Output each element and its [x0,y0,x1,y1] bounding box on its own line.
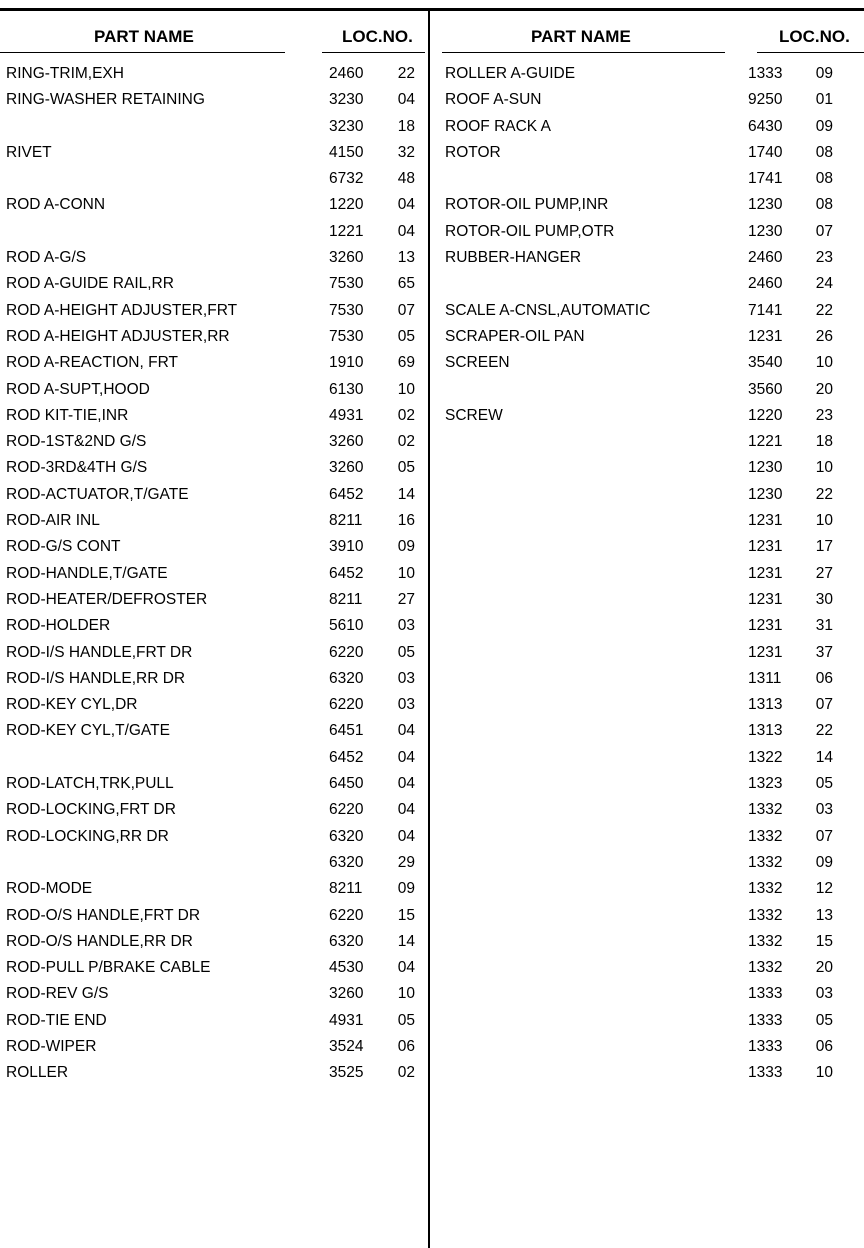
table-row [445,274,861,300]
loc-sub-number: 18 [397,117,415,135]
loc-number: 1230 [748,459,783,477]
loc-sub-number: 02 [397,406,415,424]
table-row [6,90,424,116]
table-row [6,485,424,511]
table-row [445,143,861,169]
table-row [6,827,424,853]
loc-sub-number: 03 [397,617,415,635]
table-row [445,958,861,984]
loc-number: 1740 [748,143,783,161]
loc-number: 1231 [748,564,783,582]
loc-sub-number: 03 [397,696,415,714]
table-row [445,458,861,484]
loc-number: 8211 [329,590,363,608]
loc-number: 3260 [329,985,364,1003]
part-name: ROD-PULL P/BRAKE CABLE [6,959,211,977]
left-part-name-header: PART NAME [94,27,194,46]
loc-sub-number: 69 [397,354,415,372]
loc-sub-number: 04 [397,222,415,240]
table-row [6,1011,424,1037]
loc-sub-number: 06 [815,669,833,687]
loc-sub-number: 48 [397,170,415,188]
loc-sub-number: 26 [815,327,833,345]
table-row [6,169,424,195]
part-name: ROD-AIR INL [6,512,100,530]
column-divider [428,8,430,1248]
part-name: ROTOR [445,143,501,161]
loc-number: 1220 [329,196,364,214]
loc-sub-number: 04 [397,196,415,214]
loc-sub-number: 27 [397,590,415,608]
table-row [6,64,424,90]
table-row [445,774,861,800]
loc-number: 6452 [329,564,364,582]
loc-sub-number: 05 [815,1011,833,1029]
table-row [6,380,424,406]
loc-sub-number: 17 [815,538,833,556]
table-row [445,669,861,695]
loc-number: 1910 [329,354,364,372]
loc-number: 6320 [329,932,364,950]
part-name: SCREW [445,406,503,424]
table-row [6,748,424,774]
loc-sub-number: 22 [815,485,833,503]
part-name: ROD-LOCKING,RR DR [6,827,169,845]
part-name: SCRAPER-OIL PAN [445,327,585,345]
loc-number: 1311 [748,669,782,687]
table-row [445,827,861,853]
loc-sub-number: 02 [397,1064,415,1082]
loc-number: 1332 [748,932,783,950]
table-row [445,1037,861,1063]
loc-sub-number: 01 [815,91,833,109]
loc-sub-number: 18 [815,433,833,451]
loc-number: 7530 [329,301,364,319]
loc-number: 4530 [329,959,364,977]
table-row [445,853,861,879]
table-row [6,879,424,905]
table-row [6,117,424,143]
loc-number: 1333 [748,985,783,1003]
table-row [6,695,424,721]
loc-number: 6430 [748,117,783,135]
loc-sub-number: 10 [397,380,415,398]
loc-number: 6320 [329,827,364,845]
loc-sub-number: 06 [815,1037,833,1055]
loc-number: 1332 [748,827,783,845]
part-name: ROD-LOCKING,FRT DR [6,801,176,819]
left-loc-no-header: LOC.NO. [342,27,413,46]
table-row [445,327,861,353]
part-name: ROD A-CONN [6,196,106,214]
part-name: ROD-REV G/S [6,985,109,1003]
table-row [445,301,861,327]
table-row [6,222,424,248]
loc-number: 1221 [329,222,364,240]
loc-number: 4150 [329,143,364,161]
loc-number: 3560 [748,380,783,398]
loc-sub-number: 02 [397,433,415,451]
table-row [445,695,861,721]
table-row [6,800,424,826]
table-row [445,511,861,537]
loc-number: 1332 [748,906,783,924]
loc-sub-number: 10 [397,564,415,582]
loc-sub-number: 05 [397,459,415,477]
loc-sub-number: 08 [815,143,833,161]
loc-sub-number: 32 [397,143,415,161]
table-row [6,590,424,616]
loc-number: 7530 [329,275,364,293]
part-name: ROD A-HEIGHT ADJUSTER,RR [6,327,230,345]
loc-number: 1322 [748,748,783,766]
loc-number: 6320 [329,669,364,687]
table-row [445,879,861,905]
part-name: RING-WASHER RETAINING [6,91,205,109]
part-name: ROOF A-SUN [445,91,542,109]
table-row [6,327,424,353]
loc-number: 1231 [748,590,783,608]
loc-number: 2460 [748,275,783,293]
loc-sub-number: 24 [815,275,833,293]
table-row [6,643,424,669]
table-row [6,1063,424,1089]
loc-sub-number: 65 [397,275,415,293]
part-name: ROOF RACK A [445,117,551,135]
table-row [6,537,424,563]
loc-number: 1333 [748,1011,783,1029]
loc-number: 1221 [748,433,783,451]
part-name: ROD-O/S HANDLE,FRT DR [6,906,201,924]
part-name: ROTOR-OIL PUMP,INR [445,196,609,214]
part-name: ROD-ACTUATOR,T/GATE [6,485,189,503]
table-row [6,195,424,221]
loc-number: 6320 [329,853,364,871]
loc-number: 1231 [748,327,783,345]
table-row [445,537,861,563]
table-row [6,564,424,590]
table-row [445,90,861,116]
loc-number: 8211 [329,512,363,530]
table-row [445,748,861,774]
loc-sub-number: 12 [815,880,833,898]
loc-sub-number: 10 [815,1064,833,1082]
loc-sub-number: 03 [815,985,833,1003]
loc-number: 6130 [329,380,364,398]
table-row [6,511,424,537]
part-name: ROD-LATCH,TRK,PULL [6,775,174,793]
loc-sub-number: 08 [815,196,833,214]
table-row [445,1011,861,1037]
loc-sub-number: 14 [397,932,415,950]
part-name: ROD-3RD&4TH G/S [6,459,148,477]
table-row [445,380,861,406]
left-loc-underline [322,52,425,53]
table-row [445,800,861,826]
loc-sub-number: 09 [397,538,415,556]
part-name: ROD-KEY CYL,T/GATE [6,722,170,740]
loc-number: 1231 [748,512,783,530]
table-row [6,432,424,458]
loc-number: 6220 [329,801,364,819]
loc-number: 2460 [329,65,364,82]
part-name: SCREEN [445,354,510,372]
loc-number: 1332 [748,801,783,819]
loc-sub-number: 22 [815,301,833,319]
part-name: ROD-WIPER [6,1037,97,1055]
part-name: ROD A-REACTION, FRT [6,354,178,372]
table-row [445,616,861,642]
loc-number: 1332 [748,853,783,871]
table-row [445,353,861,379]
loc-sub-number: 15 [397,906,415,924]
part-name: ROD A-SUPT,HOOD [6,380,150,398]
loc-sub-number: 05 [815,775,833,793]
part-name: ROD-HOLDER [6,617,111,635]
loc-number: 1231 [748,617,783,635]
loc-sub-number: 04 [397,775,415,793]
loc-sub-number: 04 [397,801,415,819]
loc-number: 1230 [748,196,783,214]
loc-sub-number: 30 [815,590,833,608]
loc-number: 1230 [748,222,783,240]
part-name: ROLLER A-GUIDE [445,65,576,82]
loc-number: 1333 [748,1064,783,1082]
part-name: ROD-I/S HANDLE,RR DR [6,669,186,687]
loc-number: 6450 [329,775,364,793]
loc-sub-number: 14 [397,485,415,503]
loc-number: 4931 [329,1011,364,1029]
table-row [445,432,861,458]
loc-number: 3230 [329,117,364,135]
loc-number: 9250 [748,91,783,109]
table-row [6,1037,424,1063]
loc-number: 3910 [329,538,364,556]
loc-sub-number: 07 [397,301,415,319]
loc-sub-number: 09 [397,880,415,898]
loc-sub-number: 07 [815,827,833,845]
table-row [445,564,861,590]
loc-number: 7530 [329,327,364,345]
loc-sub-number: 13 [815,906,833,924]
loc-number: 1333 [748,1037,783,1055]
loc-sub-number: 04 [397,722,415,740]
table-row [445,117,861,143]
loc-sub-number: 20 [815,380,833,398]
table-row [6,616,424,642]
table-row [6,958,424,984]
loc-sub-number: 10 [815,354,833,372]
part-name: ROD-I/S HANDLE,FRT DR [6,643,193,661]
loc-sub-number: 15 [815,932,833,950]
loc-sub-number: 16 [397,512,415,530]
table-row [445,906,861,932]
table-row [6,669,424,695]
table-row [6,301,424,327]
loc-sub-number: 10 [815,512,833,530]
table-row [445,485,861,511]
loc-sub-number: 05 [397,327,415,345]
loc-number: 1231 [748,643,783,661]
part-name: SCALE A-CNSL,AUTOMATIC [445,301,651,319]
loc-sub-number: 22 [397,65,415,82]
loc-number: 6451 [329,722,364,740]
loc-sub-number: 20 [815,959,833,977]
loc-sub-number: 31 [815,617,833,635]
left-column-rows [6,64,424,1090]
right-name-underline [442,52,725,53]
loc-sub-number: 03 [815,801,833,819]
loc-number: 3525 [329,1064,364,1082]
loc-number: 6732 [329,170,364,188]
part-name: ROD A-HEIGHT ADJUSTER,FRT [6,301,238,319]
loc-sub-number: 06 [397,1037,415,1055]
loc-number: 1231 [748,538,783,556]
loc-number: 1313 [748,696,783,714]
table-row [445,195,861,221]
table-row [445,984,861,1010]
part-name: ROD A-GUIDE RAIL,RR [6,275,174,293]
part-name: ROD KIT-TIE,INR [6,406,129,424]
loc-number: 6220 [329,906,364,924]
loc-sub-number: 14 [815,748,833,766]
part-name: RUBBER-HANGER [445,249,582,267]
loc-sub-number: 09 [815,853,833,871]
loc-number: 6220 [329,696,364,714]
loc-number: 8211 [329,880,363,898]
loc-sub-number: 04 [397,827,415,845]
table-row [6,721,424,747]
part-name: ROD-HANDLE,T/GATE [6,564,168,582]
table-row [445,721,861,747]
part-name: ROD A-G/S [6,249,87,267]
loc-number: 1230 [748,485,783,503]
table-row [445,1063,861,1089]
loc-sub-number: 04 [397,959,415,977]
loc-number: 2460 [748,249,783,267]
loc-sub-number: 08 [815,170,833,188]
table-row [6,458,424,484]
loc-sub-number: 07 [815,696,833,714]
loc-number: 3260 [329,433,364,451]
loc-number: 6220 [329,643,364,661]
table-row [445,222,861,248]
table-row [445,590,861,616]
table-row [445,643,861,669]
loc-sub-number: 09 [815,65,833,82]
loc-number: 1313 [748,722,783,740]
loc-number: 6452 [329,485,364,503]
loc-number: 1741 [748,170,783,188]
part-name: ROLLER [6,1064,69,1082]
table-row [6,406,424,432]
loc-number: 4931 [329,406,364,424]
loc-sub-number: 04 [397,748,415,766]
table-row [6,143,424,169]
left-name-underline [0,52,285,53]
loc-sub-number: 07 [815,222,833,240]
loc-sub-number: 37 [815,643,833,661]
right-column-rows [445,64,861,1090]
table-row [445,169,861,195]
loc-sub-number: 04 [397,91,415,109]
part-name: RIVET [6,143,52,161]
part-name: ROD-1ST&2ND G/S [6,433,147,451]
loc-number: 3260 [329,459,364,477]
right-loc-no-header: LOC.NO. [779,27,850,46]
table-row [445,248,861,274]
table-row [445,64,861,90]
loc-sub-number: 13 [397,249,415,267]
loc-number: 1333 [748,65,783,82]
loc-number: 1332 [748,880,783,898]
right-loc-underline [757,52,864,53]
table-row [6,774,424,800]
table-row [6,248,424,274]
top-rule [0,8,864,11]
part-name: ROD-MODE [6,880,93,898]
table-row [6,853,424,879]
table-row [6,353,424,379]
table-row [445,406,861,432]
loc-number: 6452 [329,748,364,766]
part-name: ROD-O/S HANDLE,RR DR [6,932,193,950]
table-row [6,984,424,1010]
loc-sub-number: 05 [397,643,415,661]
loc-number: 3230 [329,91,364,109]
part-name: ROD-G/S CONT [6,538,121,556]
loc-number: 7141 [748,301,783,319]
right-part-name-header: PART NAME [531,27,631,46]
loc-sub-number: 10 [397,985,415,1003]
loc-sub-number: 23 [815,406,833,424]
part-name: RING-TRIM,EXH [6,65,124,82]
part-name: ROD-HEATER/DEFROSTER [6,590,208,608]
table-row [6,932,424,958]
loc-sub-number: 09 [815,117,833,135]
loc-number: 3540 [748,354,783,372]
loc-sub-number: 05 [397,1011,415,1029]
table-row [445,932,861,958]
loc-sub-number: 03 [397,669,415,687]
loc-number: 1332 [748,959,783,977]
part-name: ROD-KEY CYL,DR [6,696,138,714]
loc-number: 1220 [748,406,783,424]
loc-number: 1323 [748,775,783,793]
loc-sub-number: 22 [815,722,833,740]
loc-sub-number: 27 [815,564,833,582]
loc-sub-number: 23 [815,249,833,267]
loc-number: 3524 [329,1037,364,1055]
loc-number: 5610 [329,617,364,635]
loc-sub-number: 29 [397,853,415,871]
part-name: ROD-TIE END [6,1011,107,1029]
table-row [6,274,424,300]
loc-sub-number: 10 [815,459,833,477]
table-row [6,906,424,932]
loc-number: 3260 [329,249,364,267]
part-name: ROTOR-OIL PUMP,OTR [445,222,615,240]
